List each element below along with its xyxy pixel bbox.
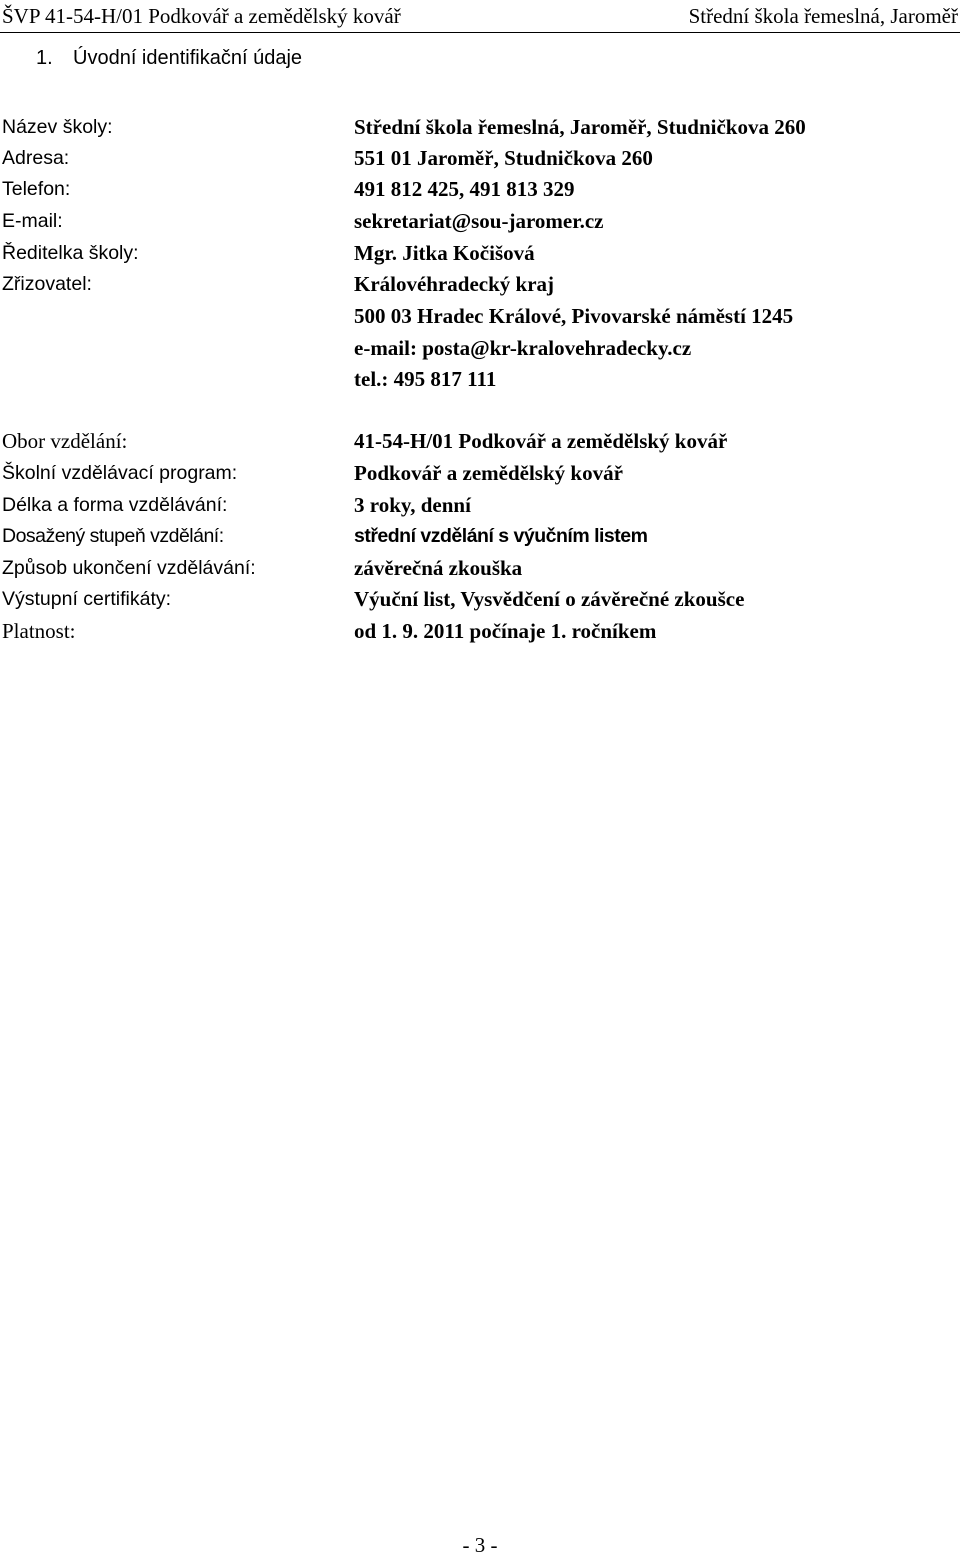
running-header [0,0,960,33]
program-row-completion [0,553,960,584]
program-label: Školní vzdělávací program: [2,462,238,484]
program-value: Výuční list, Vysvědčení o závěrečné zkoušce [354,587,745,611]
info-value: 491 812 425, 491 813 329 [354,177,575,201]
info-value: Mgr. Jitka Kočišová [354,241,535,265]
founder-phone: tel.: 495 817 111 [354,367,497,391]
program-value: střední vzdělání s výučním listem [354,525,648,547]
program-row-field [0,426,960,457]
program-label: Délka a forma vzdělávání: [2,494,228,516]
program-value: od 1. 9. 2011 počínaje 1. ročníkem [354,619,657,643]
info-row-founder [0,269,960,300]
section-title: Úvodní identifikační údaje [73,47,303,69]
info-value: Střední škola řemeslná, Jaroměř, Studničkova 260 [354,115,806,139]
section-heading [36,44,302,72]
header-document-title: ŠVP 41-54-H/01 Podkovář a zemědělský kovář [2,4,401,28]
program-label: Způsob ukončení vzdělávání: [2,557,256,579]
section-number: 1. [36,47,53,69]
info-row-phone [0,174,960,205]
info-value: 551 01 Jaroměř, Studničkova 260 [354,146,653,170]
program-value: 3 roky, denní [354,493,471,517]
info-label: Adresa: [2,147,70,169]
program-row-school-program [0,458,960,489]
program-label: Platnost: [2,619,76,643]
founder-address: 500 03 Hradec Králové, Pivovarské náměstí 1245 [354,304,794,328]
program-row-certificates [0,584,960,615]
info-label: E-mail: [2,210,63,232]
page-number: - 3 - [462,1533,498,1557]
founder-email: e-mail: posta@kr-kralovehradecky.cz [354,336,692,360]
program-row-validity [0,616,960,647]
program-value: 41-54-H/01 Podkovář a zemědělský kovář [354,429,728,453]
program-value: Podkovář a zemědělský kovář [354,461,623,485]
info-value: sekretariat@sou-jaromer.cz [354,209,604,233]
info-row-school-name [0,112,960,143]
info-row-director [0,238,960,269]
founder-phone-line [0,364,960,395]
founder-email-line [0,333,960,364]
info-label: Telefon: [2,178,71,200]
info-label: Ředitelka školy: [2,242,139,264]
program-value: závěrečná zkouška [354,556,523,580]
program-label: Výstupní certifikáty: [2,588,172,610]
program-label: Dosažený stupeň vzdělání: [2,525,224,547]
info-label: Název školy: [2,116,113,138]
program-label: Obor vzdělání: [2,429,128,453]
program-row-degree [0,521,960,552]
info-label: Zřizovatel: [2,273,92,295]
info-row-email [0,206,960,237]
info-value: Královéhradecký kraj [354,272,555,296]
founder-address-line [0,301,960,332]
program-row-length-form [0,490,960,521]
header-school-name: Střední škola řemeslná, Jaroměř [688,4,958,28]
info-row-address [0,143,960,174]
